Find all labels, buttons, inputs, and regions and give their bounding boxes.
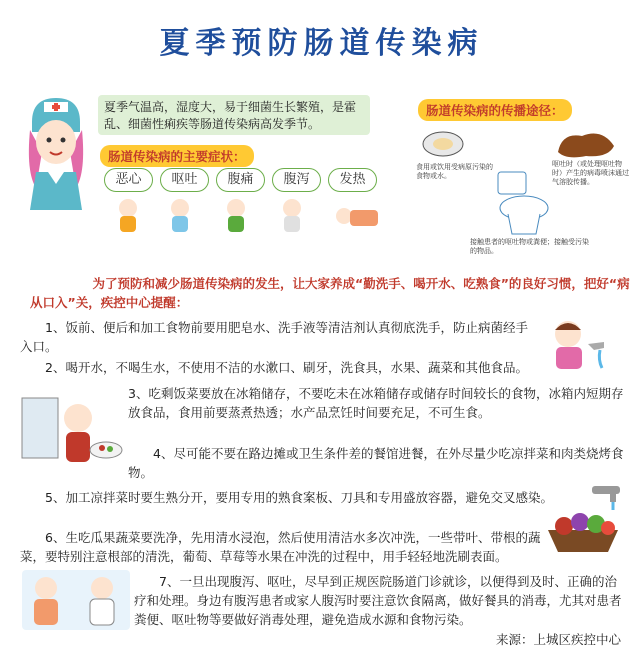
tip-3: 3、吃剩饭菜要放在冰箱储存，不要吃未在冰箱储存或储存时间较长的食物，冰箱内短期存放食品，食用前要蒸煮热透；水产品烹饪时间要充足，不可生食。 [128,386,624,420]
vomit-icon [552,126,620,160]
tip-1: 1、饭前、便后和加工食物前要用肥皂水、洗手液等清洁剂认真彻底洗手，防止病菌经手入口。 [20,320,528,354]
transmission-heading: 肠道传染病的传播途径： [418,99,572,121]
doctor-illustration [20,566,132,632]
notice-text: 为了预防和减少肠道传染病的发生，让大家养成“勤洗手、喝开水、吃熟食”的良好习惯，把好“病从口入”关，疾控中心提醒： [30,276,630,310]
toilet-icon [490,168,552,238]
tip-5: 5、加工凉拌菜时要生熟分开，要用专用的熟食案板、刀具和专用盛放容器，避免交叉感染。 [45,490,553,505]
route-contact-note: 接触患者的呕吐物或粪便；接触受污染的物品。 [470,238,589,255]
route-food-note: 食用或饮用受病原污染的食物或水。 [416,163,493,180]
symptom-nausea: 恶心 [104,168,153,192]
fruit-basket-illustration [544,506,622,556]
symptom-diarrhea: 腹泻 [272,168,321,192]
symptom-fever: 发热 [328,168,377,192]
tip-6: 6、生吃瓜果蔬菜要洗净，先用清水浸泡，然后使用清洁水多次冲洗，一些带叶、带根的蔬菜，要特别注意根部的清洗，葡萄、草莓等水果在冲洗的过程中，用手轻轻地洗刷表面。 [20,530,541,564]
clam-icon [418,124,468,160]
source-credit: 来源：上城区疾控中心 [495,632,621,647]
tip-2: 2、喝开水，不喝生水，不使用不洁的水漱口、刷牙，洗食具，水果、蔬菜和其他食品。 [45,360,528,375]
sick-child-illustrations [108,196,383,236]
symptom-vomit: 呕吐 [160,168,209,192]
symptoms-heading: 肠道传染病的主要症状： [100,145,254,167]
nurse-illustration [22,92,90,210]
intro-text: 夏季气温高，湿度大，易于细菌生长繁殖，是霍乱、细菌性痢疾等肠道传染病高发季节。 [98,95,370,135]
fridge-food-illustration [18,392,124,472]
symptom-abdominal-pain: 腹痛 [216,168,265,192]
route-vomit-note: 呕吐时（或处理呕吐物时）产生的病毒喷沫通过气溶胶传播。 [552,160,629,186]
page-title: 夏季预防肠道传染病 [159,26,484,61]
tip-4: 4、尽可能不要在路边摊或卫生条件差的餐馆进餐，在外尽量少吃凉拌菜和肉类烧烤食物。 [128,446,624,480]
tip-7: 7、一旦出现腹泻、呕吐，尽早到正规医院肠道门诊就诊，以便得到及时、正确的治疗和处理。身边有腹泻患者或家人腹泻时要注意饮食隔离，做好餐具的消毒，尤其对患者粪便、呕吐物等要做好消毒处理，避免造成水源和食物污染。 [134,574,622,627]
handwash-illustration [544,316,618,372]
